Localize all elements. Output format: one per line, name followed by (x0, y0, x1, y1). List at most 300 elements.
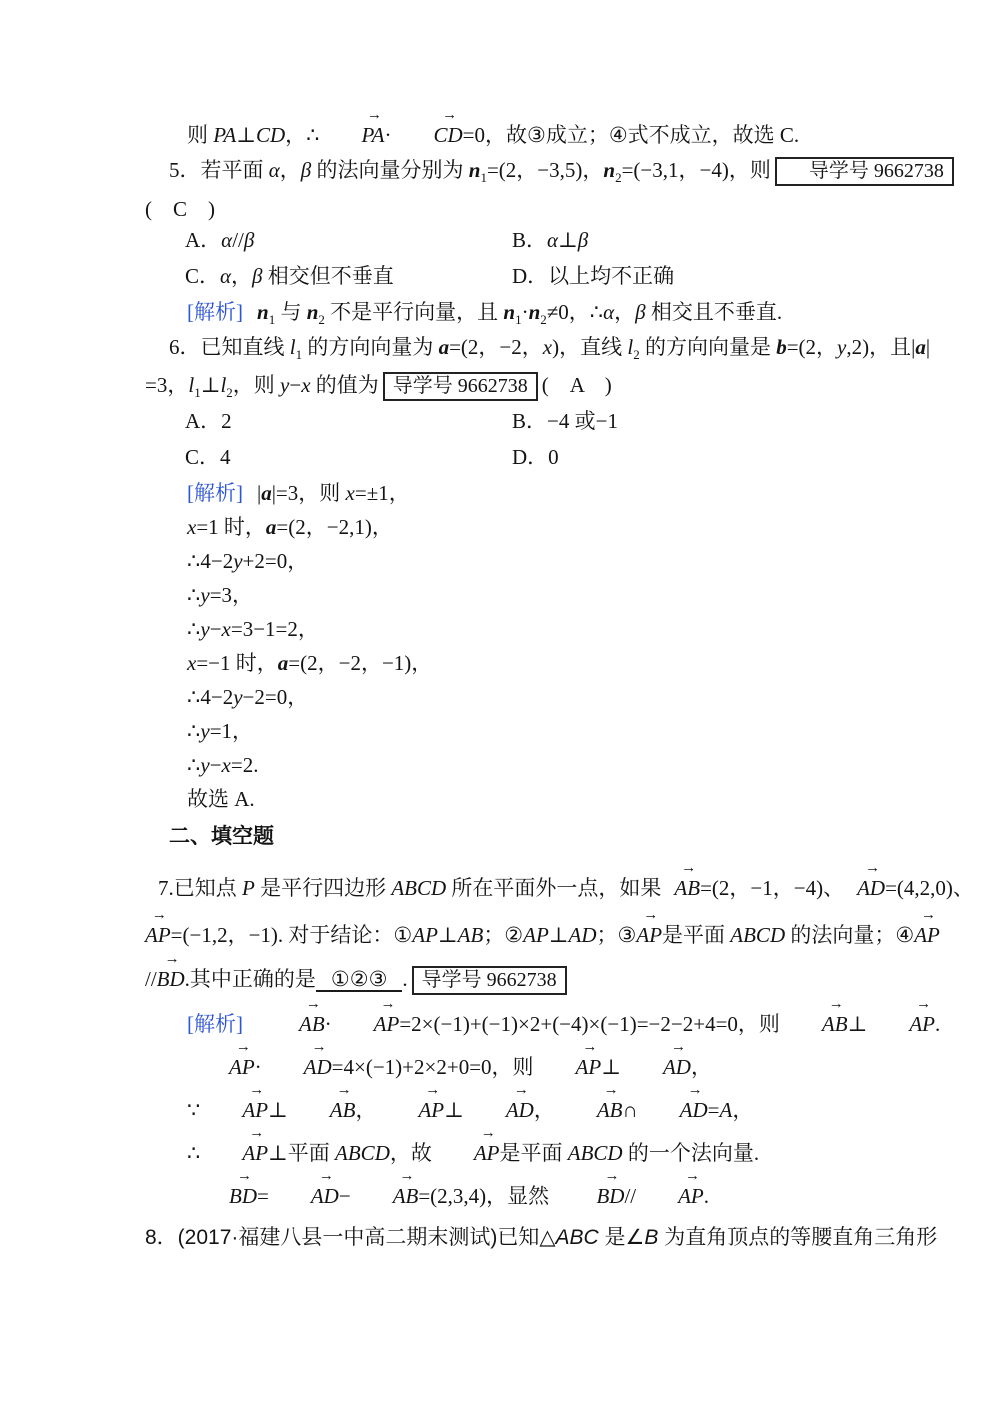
vector-letters: AP (145, 923, 171, 947)
text-run: 不是平行向量，且 (324, 300, 504, 324)
text-run: ；③ (596, 923, 637, 947)
math-bold-vector-symbol: n (306, 300, 319, 324)
math-bold-vector-symbol: b (776, 335, 787, 359)
text-run: =(2， (786, 335, 838, 359)
question-5-stem (145, 156, 944, 186)
vector-arrow-icon: → (442, 107, 458, 123)
section-heading-tiankongti (145, 822, 857, 851)
text-run: 相交但不垂直 (262, 264, 394, 288)
text-run: // (232, 228, 244, 252)
sol-6-step8 (145, 751, 857, 780)
text-run: 8．(2017·福建八县一中高二期末测试)已知△ (145, 1226, 556, 1249)
vector-arrow-icon: → (921, 907, 937, 923)
jiexi-7 (145, 996, 941, 1039)
vector-letters: AD (662, 1055, 691, 1079)
math-variable: AB (457, 923, 484, 947)
text-run: ⊥ (601, 1055, 621, 1079)
text-run: 所在平面外一点，如果 (446, 876, 662, 900)
option-5-a (145, 226, 512, 255)
text-run: ；② (483, 923, 524, 947)
vector-letters: AP (373, 1012, 400, 1036)
vector-arrow-icon: → (305, 996, 321, 1012)
text-run: =(4,2,0)、 (885, 876, 974, 900)
vector-arrow-icon: → (237, 1168, 252, 1184)
vector-with-arrow (262, 1039, 332, 1082)
sol-6-step5 (145, 649, 857, 678)
vector-arrow-icon: → (164, 951, 180, 967)
text-run: // (624, 1184, 637, 1208)
text-run: B．−4 或−1 (512, 409, 618, 433)
text-run: ∵ (187, 1098, 201, 1122)
math-variable: y (200, 753, 210, 777)
vector-letters: AD (679, 1098, 708, 1122)
question-6-stem-line2 (145, 371, 857, 401)
text-run: = (257, 1184, 269, 1208)
math-variable: B (644, 1226, 659, 1249)
math-variable: x (221, 617, 231, 641)
vector-arrow-icon: → (604, 1168, 620, 1184)
math-variable: x (187, 651, 197, 675)
math-variable: x (542, 335, 553, 359)
vector-arrow-icon: → (380, 996, 396, 1012)
vector-letters: AP (242, 1098, 269, 1122)
text-run: ，则 (232, 373, 281, 397)
vector-with-arrow (555, 1082, 623, 1125)
math-variable: P (242, 876, 255, 900)
vector-arrow-icon: → (828, 996, 844, 1012)
text-run: A．2 (185, 409, 232, 433)
vector-arrow-icon: → (513, 1082, 529, 1098)
text-run: 是平面 (499, 1141, 568, 1165)
vector-with-arrow (780, 996, 848, 1039)
text-run: =±1， (354, 481, 410, 505)
vector-arrow-icon: → (336, 1082, 352, 1098)
vector-arrow-icon: → (865, 860, 881, 876)
vector-letters: AD (303, 1055, 332, 1079)
vector-letters: AB (329, 1098, 356, 1122)
math-variable: y (280, 373, 290, 397)
math-variable: CD (255, 123, 286, 147)
math-subscript: 2 (318, 312, 325, 328)
text-run: ， (614, 300, 636, 324)
vector-arrow-icon: → (399, 1168, 415, 1184)
text-run: =(−1,2，−1). 对于结论：① (170, 923, 413, 947)
math-variable: y (200, 719, 210, 743)
vector-arrow-icon: → (643, 907, 659, 923)
text-run: ⊥ (558, 228, 578, 252)
math-variable: y (233, 549, 243, 573)
text-run: 则 (187, 123, 214, 147)
text-run: =2. (230, 753, 259, 777)
text-run: 的法向量分别为 (311, 158, 469, 182)
math-bold-vector-symbol: a (265, 515, 277, 539)
vector-letters: BD (229, 1184, 257, 1208)
option-5-c (145, 262, 512, 291)
vector-arrow-icon: → (603, 1082, 619, 1098)
text-run: ∴ (187, 583, 201, 607)
vector-with-arrow (351, 1168, 419, 1211)
math-bold-vector-symbol: a (277, 651, 289, 675)
option-5-b (512, 226, 857, 255)
vector-letters: AP (909, 1012, 935, 1036)
math-bold-vector-symbol: a (438, 335, 450, 359)
text-run: ， (533, 1098, 555, 1122)
math-subscript: 2 (540, 312, 547, 328)
vector-with-arrow (187, 1039, 255, 1082)
vector-with-arrow (661, 860, 701, 903)
math-variable: AP (523, 923, 549, 947)
math-variable: AP (412, 923, 438, 947)
vector-with-arrow (534, 1039, 602, 1082)
question-5-options-row1 (145, 226, 857, 255)
vector-letters: AP (242, 1141, 269, 1165)
answer-line-q4 (145, 107, 857, 150)
vector-letters: AP (678, 1184, 704, 1208)
question-5-options-row2 (145, 262, 857, 291)
text-run: . (402, 967, 408, 991)
math-subscript: 1 (295, 347, 303, 363)
text-run: )，直线 (552, 335, 628, 359)
text-run: ∴ (187, 719, 201, 743)
text-run: 的方向向量是 (639, 335, 777, 359)
vector-with-arrow (269, 1168, 339, 1211)
text-run: ∴4−2 (187, 549, 234, 573)
text-run: =(2，−3,5)， (486, 158, 604, 182)
math-variable: x (301, 373, 311, 397)
math-variable: α (221, 228, 233, 252)
text-run: 的法向量；④ (785, 923, 915, 947)
vector-arrow-icon: → (582, 1039, 598, 1055)
text-run: ⊥ (268, 1098, 288, 1122)
math-variable: y (837, 335, 847, 359)
vector-letters: AB (392, 1184, 419, 1208)
option-6-b (512, 407, 857, 436)
text-run: C．4 (185, 445, 231, 469)
text-run: ，故 (389, 1141, 432, 1165)
vector-arrow-icon: → (480, 1125, 496, 1141)
vector-letters: PA (361, 123, 385, 147)
question-7-stem-line1 (145, 860, 974, 903)
vector-letters: BD (596, 1184, 625, 1208)
text-run: · (254, 1055, 262, 1079)
text-run: =3， (209, 583, 254, 607)
vector-letters: AB (674, 876, 701, 900)
text-run: +2=0， (242, 549, 309, 573)
vector-arrow-icon: → (249, 1125, 265, 1141)
text-run: −2=0， (242, 685, 309, 709)
text-run: − (289, 373, 302, 397)
text-run: = (707, 1098, 720, 1122)
text-run: 5．若平面 (169, 158, 269, 182)
vector-letters: AP (636, 923, 663, 947)
vector-with-arrow (376, 1082, 445, 1125)
option-6-a (145, 407, 512, 436)
math-variable: β (300, 158, 312, 182)
math-variable: ABCD (730, 923, 786, 947)
math-variable: β (635, 300, 646, 324)
vector-with-arrow (844, 860, 886, 903)
text-run: · (384, 123, 392, 147)
text-run: ⊥ (200, 373, 221, 397)
daoxuehao-badge: 导学号 9662738 (775, 157, 954, 186)
vector-with-arrow (391, 107, 463, 150)
vector-with-arrow (332, 996, 400, 1039)
text-run: =2×(−1)+(−1)×2+(−4)×(−1)=−2−2+4=0，则 (399, 1012, 780, 1036)
math-bold-vector-symbol: n (528, 300, 541, 324)
vector-letters: AP (575, 1055, 602, 1079)
sol-7-step1 (145, 1039, 857, 1082)
text-run: =(2，−2,1)， (276, 515, 393, 539)
text-run: =1 时， (196, 515, 266, 539)
text-run: . (703, 1184, 710, 1208)
question-6-options-row1 (145, 407, 857, 436)
text-run: 是平面 (662, 923, 731, 947)
vector-with-arrow (867, 996, 935, 1039)
text-run: | (925, 335, 931, 359)
text-run: ， (355, 1098, 377, 1122)
vector-letters: AD (505, 1098, 534, 1122)
vector-arrow-icon: → (311, 1039, 327, 1055)
text-run: ⊥ (444, 1098, 464, 1122)
text-run: 与 (275, 300, 307, 324)
question-7-stem-line2 (145, 907, 940, 950)
vector-letters: BD (156, 967, 185, 991)
math-variable: y (200, 617, 210, 641)
text-run: // (145, 967, 157, 991)
text-run: ， (732, 1098, 754, 1122)
math-subscript: 2 (615, 170, 622, 186)
text-run: .其中正确的是 (184, 967, 316, 991)
text-run: − (209, 617, 222, 641)
math-variable: ABC (555, 1226, 599, 1249)
vector-arrow-icon: → (687, 1082, 703, 1098)
text-run: · (324, 1012, 332, 1036)
text-run: 二、填空题 (169, 825, 274, 848)
jiexi-label: [解析] (187, 300, 243, 324)
text-run: ( A ) (541, 373, 612, 397)
vector-arrow-icon: → (681, 860, 697, 876)
text-run: 是∠ (598, 1226, 645, 1249)
vector-with-arrow (257, 996, 325, 1039)
vector-letters: CD (433, 123, 463, 147)
sol-6-conclusion (145, 785, 857, 814)
vector-letters: AP (914, 923, 940, 947)
math-variable: β (252, 264, 263, 288)
sol-6-step3 (145, 581, 857, 610)
text-run: ∴ (187, 753, 201, 777)
text-run: 7.已知点 (158, 876, 242, 900)
math-variable: l (627, 335, 634, 359)
vector-arrow-icon: → (318, 1168, 334, 1184)
option-5-d (512, 262, 857, 291)
text-run: D．0 (512, 445, 559, 469)
text-run: =0，故③成立；④式不成立，故选 C. (462, 123, 800, 147)
sol-7-step4 (145, 1168, 857, 1211)
math-subscript: 2 (226, 385, 233, 401)
text-run: ⊥ (548, 923, 569, 947)
text-run: =(2，−2，−1)， (288, 651, 433, 675)
jiexi-5 (145, 298, 857, 327)
text-run: | (257, 481, 262, 505)
math-variable: l (289, 335, 296, 359)
text-run: 是平行四边形 (254, 876, 392, 900)
text-run: =(2，−1，−4)、 (700, 876, 845, 900)
math-variable: y (200, 583, 210, 607)
math-variable: ABCD (335, 1141, 390, 1165)
sol-6-step6 (145, 683, 857, 712)
math-variable: α (220, 264, 232, 288)
vector-with-arrow (464, 1082, 534, 1125)
vector-letters: AP (229, 1055, 255, 1079)
vector-with-arrow (200, 1082, 269, 1125)
daoxuehao-badge: 导学号 9662738 (383, 372, 538, 401)
math-subscript: 1 (515, 312, 522, 328)
text-run: |=3，则 (271, 481, 346, 505)
text-run: ∴ (187, 617, 201, 641)
vector-letters: AD (310, 1184, 339, 1208)
math-subscript: 1 (194, 385, 201, 401)
text-run: ⊥平面 (268, 1141, 336, 1165)
sol-6-step4 (145, 615, 857, 644)
math-bold-vector-symbol: n (603, 158, 616, 182)
text-run: . (934, 1012, 941, 1036)
text-run: 为直角顶点的等腰直角三角形 (658, 1226, 938, 1249)
vector-arrow-icon: → (916, 996, 932, 1012)
text-run: − (338, 1184, 351, 1208)
text-run: ⊥ (437, 923, 458, 947)
daoxuehao-badge: 导学号 9662738 (412, 966, 567, 995)
vector-with-arrow (636, 907, 663, 950)
answer-blank: ①②③ (316, 968, 402, 992)
text-run: ， (279, 158, 301, 182)
text-run: =(2，−2， (449, 335, 543, 359)
math-variable: ABCD (391, 876, 447, 900)
vector-letters: AB (596, 1098, 623, 1122)
text-run: 6．已知直线 (169, 335, 290, 359)
sol-7-step2 (145, 1082, 857, 1125)
text-run: ∴4−2 (187, 685, 234, 709)
text-run: − (209, 753, 222, 777)
math-variable: AD (568, 923, 597, 947)
vector-with-arrow (320, 107, 385, 150)
vector-letters: AB (821, 1012, 848, 1036)
text-run: =3， (145, 373, 189, 397)
math-subscript: 2 (633, 347, 640, 363)
vector-letters: AP (418, 1098, 445, 1122)
vector-arrow-icon: → (366, 107, 382, 123)
text-run: =(2,3,4)，显然 (418, 1184, 555, 1208)
text-run: =3−1=2， (230, 617, 319, 641)
vector-with-arrow (187, 1168, 257, 1211)
text-run: ,2)，且| (846, 335, 916, 359)
sol-6-step1 (145, 513, 857, 542)
text-run: =1， (209, 719, 254, 743)
question-8-stem (145, 1223, 938, 1252)
math-bold-vector-symbol: n (503, 300, 516, 324)
jiexi-label: [解析] (187, 481, 243, 505)
text-run: ≠0，∴ (546, 300, 604, 324)
vector-arrow-icon: → (249, 1082, 265, 1098)
text-run: ，∴ (285, 123, 320, 147)
math-bold-vector-symbol: a (261, 481, 272, 505)
vector-with-arrow (621, 1039, 691, 1082)
text-run: C． (185, 264, 221, 288)
text-run: 相交且不垂直. (645, 300, 783, 324)
math-variable: A (719, 1098, 733, 1122)
text-run: A． (185, 228, 222, 252)
math-variable: x (221, 753, 231, 777)
option-6-d (512, 443, 857, 472)
sol-6-step2 (145, 547, 857, 576)
question-7-stem-line3 (145, 951, 857, 995)
text-run: · (521, 300, 529, 324)
text-run: ∴ (187, 1141, 201, 1165)
vector-arrow-icon: → (151, 907, 167, 923)
math-subscript: 1 (480, 170, 487, 186)
math-variable: α (268, 158, 280, 182)
text-run: ⊥ (847, 1012, 868, 1036)
worksheet-content (145, 107, 974, 1257)
jiexi-label: [解析] (187, 1012, 243, 1036)
text-run: D．以上均不正确 (512, 264, 675, 288)
math-variable: ABCD (567, 1141, 623, 1165)
text-run: 的方向向量为 (302, 335, 439, 359)
vector-letters: AP (473, 1141, 500, 1165)
text-run: ⊥ (236, 123, 256, 147)
text-run: ( C ) (145, 197, 215, 221)
math-variable: x (187, 515, 197, 539)
math-variable: β (243, 228, 255, 252)
vector-with-arrow (914, 907, 940, 950)
vector-arrow-icon: → (425, 1082, 441, 1098)
text-run: ， (690, 1055, 712, 1079)
math-bold-vector-symbol: a (915, 335, 926, 359)
vector-arrow-icon: → (235, 1039, 251, 1055)
math-variable: x (345, 481, 355, 505)
vector-with-arrow (554, 1168, 625, 1211)
math-variable: l (220, 373, 227, 397)
sol-6-step7 (145, 717, 857, 746)
text-run: 故选 A. (187, 787, 255, 811)
text-run: 的一个法向量. (622, 1141, 760, 1165)
vector-with-arrow (200, 1125, 269, 1168)
math-variable: l (188, 373, 195, 397)
math-bold-vector-symbol: n (257, 300, 269, 324)
option-6-c (145, 443, 512, 472)
jiexi-6 (145, 479, 857, 508)
text-run: B． (512, 228, 548, 252)
math-variable: α (603, 300, 615, 324)
vector-with-arrow (636, 1168, 704, 1211)
question-5-answer (145, 195, 857, 224)
question-6-stem-line1 (145, 333, 931, 363)
text-run: ∩ (622, 1098, 638, 1122)
vector-arrow-icon: → (684, 1168, 700, 1184)
vector-letters: AB (299, 1012, 325, 1036)
math-variable: α (547, 228, 559, 252)
vector-with-arrow (156, 951, 185, 994)
math-bold-vector-symbol: n (468, 158, 481, 182)
vector-with-arrow (288, 1082, 356, 1125)
text-run: 的值为 (310, 373, 379, 397)
vector-with-arrow (432, 1125, 500, 1168)
math-variable: β (577, 228, 589, 252)
text-run: =(−3,1，−4)，则 (621, 158, 771, 182)
vector-with-arrow (638, 1082, 708, 1125)
text-run: =−1 时， (196, 651, 278, 675)
math-variable: y (233, 685, 243, 709)
vector-arrow-icon: → (670, 1039, 686, 1055)
